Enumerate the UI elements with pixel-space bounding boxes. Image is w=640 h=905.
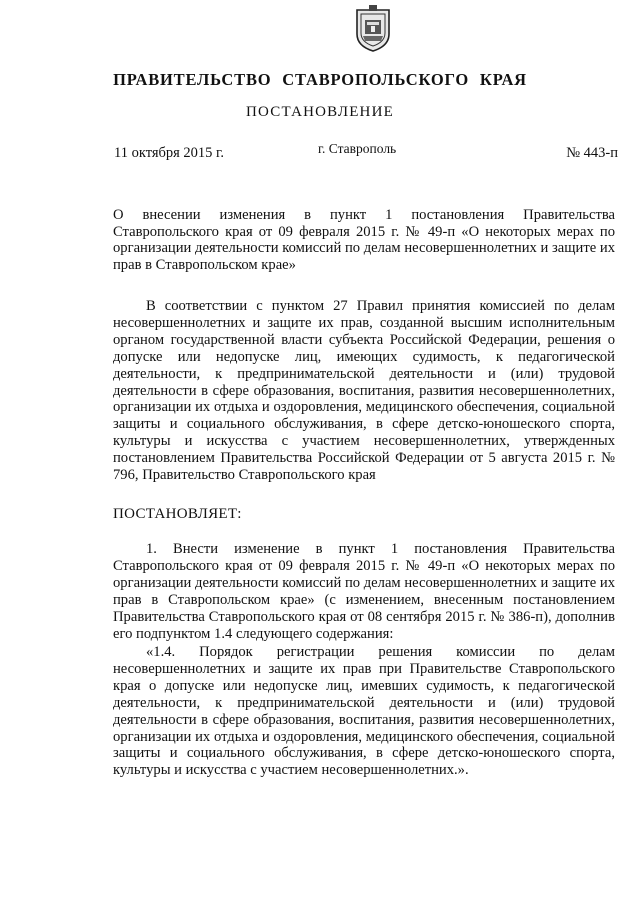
document-date: 11 октября 2015 г. <box>114 145 224 161</box>
point-1-paragraph: 1. Внести изменение в пункт 1 постановления Правительства Ставропольского края от 09 февраля 2015 г. № 49-п «О некоторых мерах по организации деятельности комиссий по делам несовершеннолетних и защите их прав в Ставропольском крае» (с изменением, внесенным постановлением Правительства Ставропольского края от 08 сентября 2015 г. № 386-п), дополнив его подпунктом 1.4 следующего содержания: <box>113 541 615 642</box>
document-city: г. Ставрополь <box>318 141 397 156</box>
point-1-4-paragraph: «1.4. Порядок регистрации решения комиссии по делам несовершеннолетних и защите их прав при Правительстве Ставропольского края о допуске или недопуске лиц, имевших судимость, к педагогической деятельности, к предпринимательской деятельности и (или) трудовой деятельности в сфере образования, воспитания, развития несовершеннолетних, организации их отдыха и оздоровления, медицинского обеспечения, социальной защиты и социального обслуживания, в сфере детско-юношеского спорта, культуры и искусства с участием несовершеннолетних.». <box>113 644 615 779</box>
coat-of-arms-icon <box>353 4 393 52</box>
organization-title: ПРАВИТЕЛЬСТВО СТАВРОПОЛЬСКОГО КРАЯ <box>113 70 527 89</box>
preamble-paragraph: В соответствии с пунктом 27 Правил принятия комиссией по делам несовершеннолетних и защите их прав, созданной высшим исполнительным органом государственной власти субъекта Российской Федерации, решения о допуске или недопуске лиц, имеющих судимость, к педагогической деятельности, к предпринимательской деятельности и (или) трудовой деятельности в сфере образования, воспитания, развития несовершеннолетних, организации их отдыха и оздоровления, медицинского обеспечения, социальной защиты и социального обслуживания, в сфере детско-юношеского спорта, культуры и искусства с участием несовершеннолетних, утвержденных постановлением Правительства Российской Федерации от 5 августа 2015 г. № 796, Правительство Ставропольского края <box>113 298 615 484</box>
resolves-heading: ПОСТАНОВЛЯЕТ: <box>113 506 242 522</box>
document-type: ПОСТАНОВЛЕНИЕ <box>246 104 394 120</box>
document-title: О внесении изменения в пункт 1 постановления Правительства Ставропольского края от 09 февраля 2015 г. № 49-п «О некоторых мерах по организации деятельности комиссий по делам несовершеннолетних и защите их прав в Ставропольском крае» <box>113 207 615 273</box>
document-number: № 443-п <box>566 145 618 161</box>
